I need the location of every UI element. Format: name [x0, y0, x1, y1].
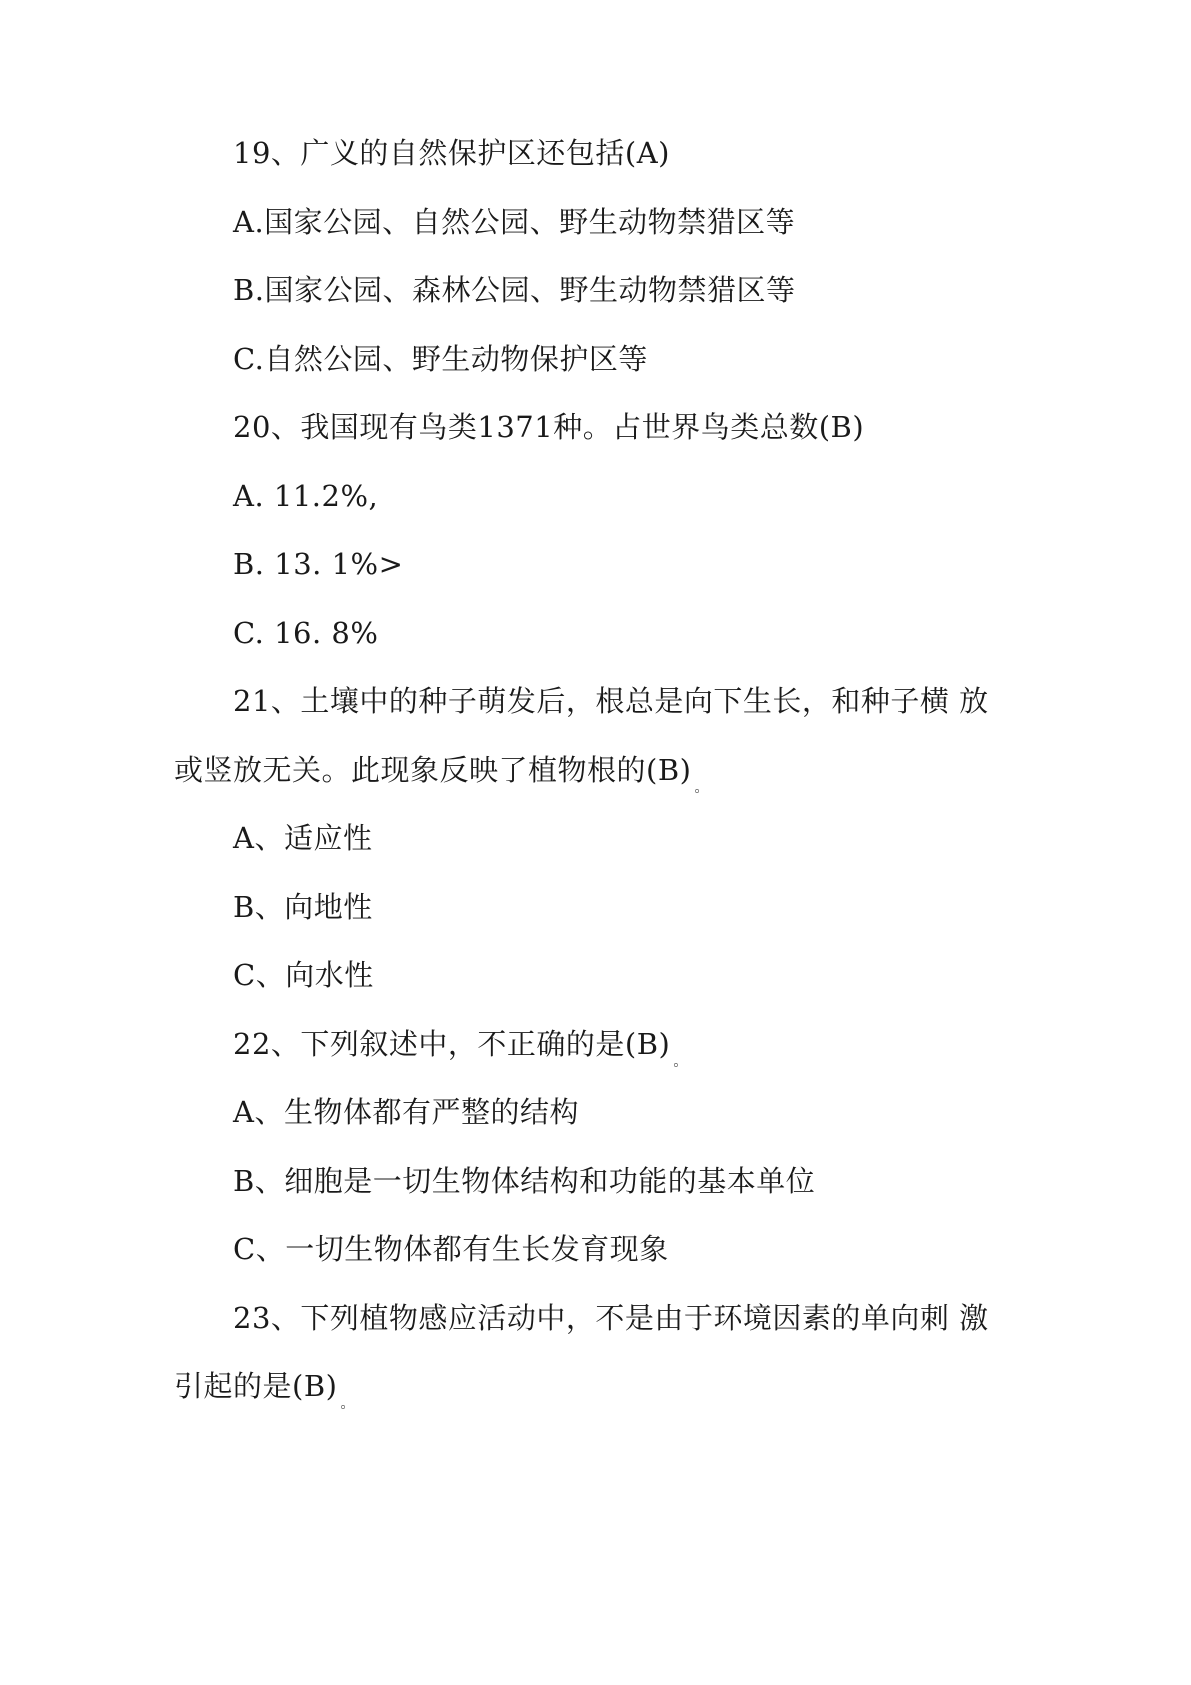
question-21-period: 。: [694, 780, 709, 796]
q21-option-a: A、适应性: [233, 821, 373, 855]
question-19: 19、广义的自然保护区还包括(A): [233, 136, 670, 170]
question-23-period: 。: [340, 1396, 355, 1412]
q20-option-b: B. 13. 1%>: [233, 547, 404, 581]
q20-option-c: C. 16. 8%: [233, 616, 379, 650]
question-20: 20、我国现有鸟类1371种。占世界鸟类总数(B): [233, 410, 865, 444]
q22-option-b: B、细胞是一切生物体结构和功能的基本单位: [233, 1164, 816, 1198]
q19-option-c: C.自然公园、野生动物保护区等: [233, 342, 648, 376]
question-23-line-1: 23、下列植物感应活动中，不是由于环境因素的单向刺 激: [233, 1301, 989, 1335]
question-22-text: 22、下列叙述中，不正确的是(B): [233, 1027, 671, 1061]
question-22-period: 。: [673, 1054, 688, 1070]
q19-option-a: A.国家公园、自然公园、野生动物禁猎区等: [233, 205, 796, 239]
question-23-line-2: [174, 1369, 355, 1421]
q22-option-a: A、生物体都有严整的结构: [233, 1095, 579, 1129]
q21-option-b: B、向地性: [233, 890, 373, 924]
q22-option-c: C、一切生物体都有生长发育现象: [233, 1232, 669, 1266]
question-21-line-1: 21、土壤中的种子萌发后，根总是向下生长，和种子横 放: [233, 684, 989, 718]
q20-option-a: A. 11.2%,: [233, 479, 379, 513]
question-21-line-2: [174, 753, 709, 805]
question-22: [233, 1027, 688, 1079]
q19-option-b: B.国家公园、森林公园、野生动物禁猎区等: [233, 273, 796, 307]
question-21-line-2-text: 或竖放无关。此现象反映了植物根的(B): [174, 753, 692, 787]
q21-option-c: C、向水性: [233, 958, 374, 992]
question-23-line-2-text: 引起的是(B): [174, 1369, 338, 1403]
